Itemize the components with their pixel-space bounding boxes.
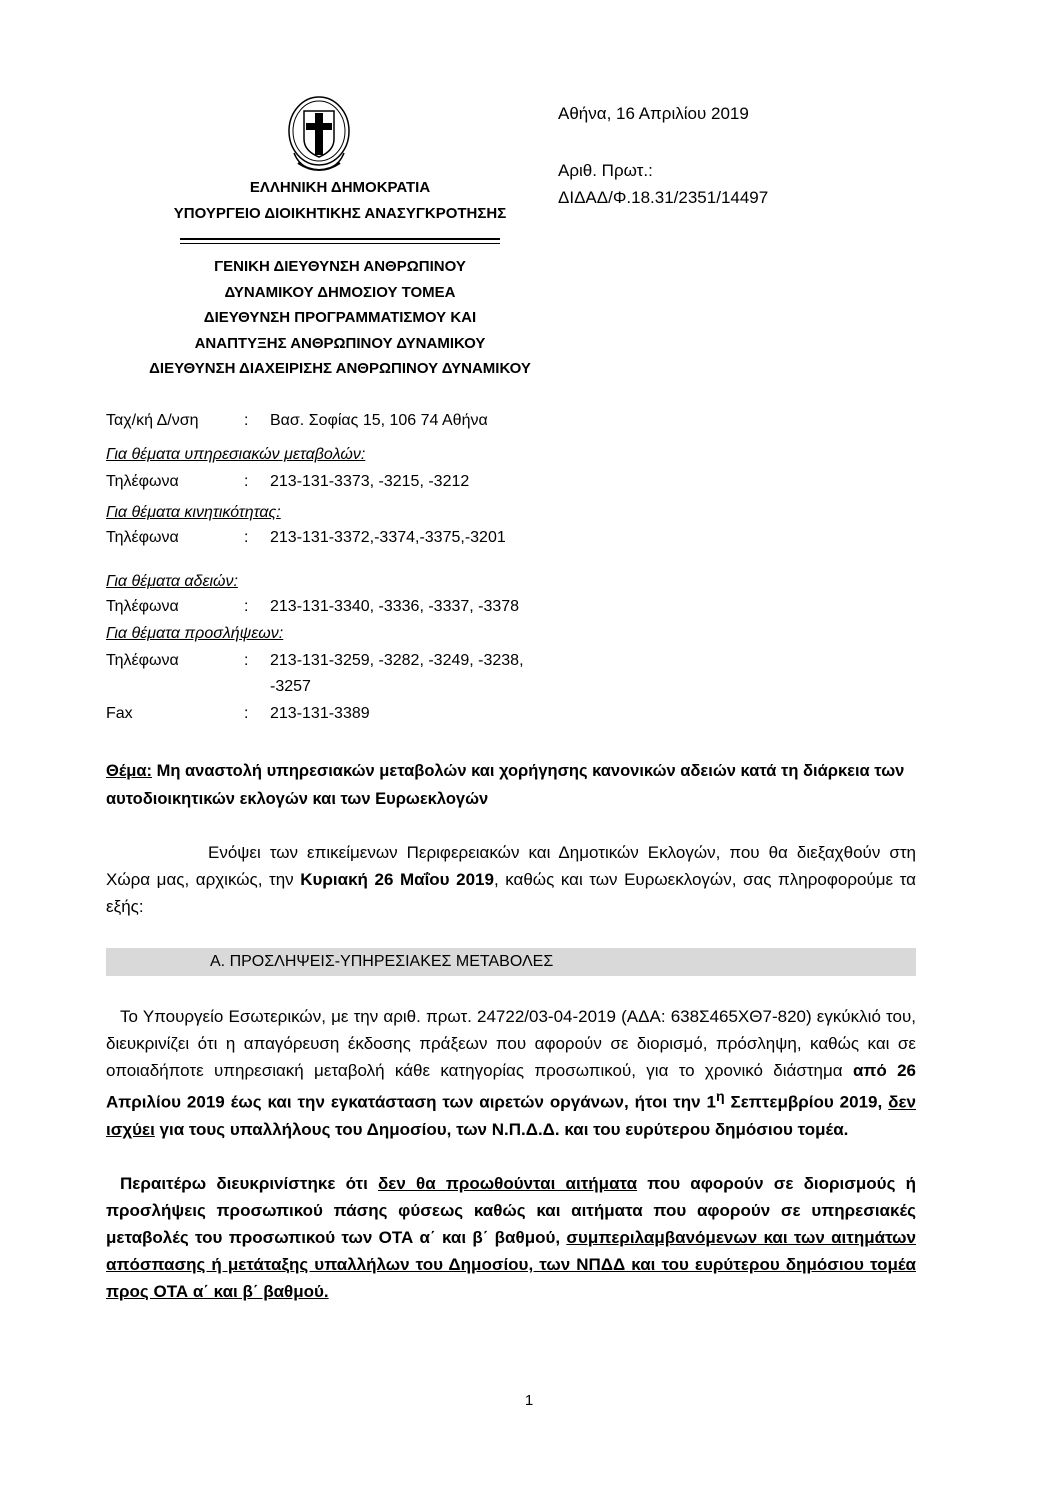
fax-value: 213-131-3389 [270,705,370,722]
p1-bold-date: Σεπτεμβρίου 2019, [724,1092,889,1112]
phone-label: Τηλέφωνα [106,652,179,669]
colon: : [244,652,249,669]
protocol-label: Αριθ. Πρωτ.: [558,161,653,180]
p1-text: Το Υπουργείο Εσωτερικών, με την αριθ. πρωτ. 24722/03-04-2019 (ΑΔΑ: 638Σ465ΧΘ7-820) εγκύκλιό του, διευκρινίζει ότι η απαγόρευση έκδοσης πράξεων που αφορούν σε διορισμό, πρόσληψη, καθώς και σε οποιαδήποτε υπηρεσιακή μεταβολή κάθε κατηγορίας προσωπικού, για το χρονικό διάστημα [106,1007,916,1080]
phone-row-continued [106,675,606,699]
p2-underlined-end: συμπεριλαμβανόμενων και των αιτημάτων απόσπασης ή μετάταξης υπαλλήλων του Δημοσίου, των ΝΠΔΔ και του ευρύτερου δημόσιου τομέα προς ΟΤΑ α΄ και β΄ βαθμού. [106,1228,916,1301]
group-heading-mobility: Για θέματα κινητικότητας: [106,504,281,521]
phone-value: 213-131-3340, -3336, -3337, -3378 [270,598,520,615]
phone-row [106,649,606,673]
intro-text-end: , καθώς και των Ευρωεκλογών, σας πληροφορούμε τα εξής: [106,870,916,916]
p1-bold-period: από 26 Απριλίου 2019 έως και την εγκατάσταση των αιρετών οργάνων, ήτοι την 1 [106,1061,916,1112]
fax-row [106,702,606,726]
greek-coat-of-arms-icon [284,93,354,181]
header-divider-thin [180,243,500,244]
phone-label: Τηλέφωνα [106,473,179,490]
country-name: ΕΛΛΗΝΙΚΗ ΔΗΜΟΚΡΑΤΙΑ [249,179,431,196]
colon: : [244,412,249,429]
phone-row [106,526,606,550]
phone-label: Τηλέφωνα [106,598,179,615]
section-a-title: Α. ΠΡΟΣΛΗΨΕΙΣ-ΥΠΗΡΕΣΙΑΚΕΣ ΜΕΤΑΒΟΛΕΣ [210,953,554,970]
phone-value: 213-131-3373, -3215, -3212 [270,473,470,490]
election-date: Κυριακή 26 Μαΐου 2019 [300,870,494,889]
colon: : [244,529,249,546]
phone-row [106,470,606,494]
page-number: 1 [524,1392,534,1409]
unit-line-1: ΓΕΝΙΚΗ ΔΙΕΥΘΥΝΣΗ ΑΝΘΡΩΠΙΝΟΥ [214,258,466,275]
protocol-number: ΔΙΔΑΔ/Φ.18.31/2351/14497 [558,188,769,207]
p2-text-mid: που αφορούν σε διορισμούς ή προσλήψεις προσωπικού πάσης φύσεως καθώς και αιτήματα που αφορούν σε υπηρεσιακές μεταβολές του προσωπικού των ΟΤΑ α΄ και β΄ βαθμού, [106,1174,916,1247]
subject-label: Θέμα: [106,762,153,780]
phone-value: 213-131-3372,-3374,-3375,-3201 [270,529,506,546]
p1-superscript: η [715,1089,725,1105]
group-heading-leaves: Για θέματα αδειών: [106,573,238,590]
intro-text: Ενόψει των επικείμενων Περιφερειακών και Δημοτικών Εκλογών, που θα διεξαχθούν στη Χώρα μας, αρχικώς, την [106,843,916,889]
fax-label: Fax [106,705,133,722]
colon: : [244,705,249,722]
unit-line-4: ΑΝΑΠΤΥΞΗΣ ΑΝΘΡΩΠΙΝΟΥ ΔΥΝΑΜΙΚΟΥ [194,335,486,352]
phone-value: 213-131-3259, -3282, -3249, -3238, [270,652,524,669]
section-a-heading [106,948,916,976]
phone-row [106,595,606,619]
body-paragraph-2 [106,1170,916,1305]
p1-bold-underlined: δεν ισχύει [106,1092,916,1139]
p1-bold-end: για τους υπαλλήλους του Δημοσίου, των Ν.Π.Δ.Δ. και του ευρύτερου δημόσιου τομέα. [154,1119,849,1139]
group-heading-service-changes: Για θέματα υπηρεσιακών μεταβολών: [106,446,366,463]
address-row [106,409,606,433]
group-heading-hiring: Για θέματα προσλήψεων: [106,625,284,642]
address-value: Βασ. Σοφίας 15, 106 74 Αθήνα [270,412,488,429]
body-paragraph-1 [106,1003,916,1143]
header-divider [180,238,500,240]
subject-text: Μη αναστολή υπηρεσιακών μεταβολών και χορήγησης κανονικών αδειών κατά τη διάρκεια των αυτοδιοικητικών εκλογών και των Ευρωεκλογών [106,762,905,808]
subject [106,757,916,813]
address-label: Ταχ/κή Δ/νση [106,412,199,429]
p2-text: Περαιτέρω διευκρινίστηκε ότι [120,1174,378,1193]
unit-line-2: ΔΥΝΑΜΙΚΟΥ ΔΗΜΟΣΙΟΥ ΤΟΜΕΑ [224,284,456,301]
intro-paragraph [106,839,916,920]
colon: : [244,598,249,615]
unit-line-5: ΔΙΕΥΘΥΝΣΗ ΔΙΑΧΕΙΡΙΣΗΣ ΑΝΘΡΩΠΙΝΟΥ ΔΥΝΑΜΙΚΟΥ [149,360,531,377]
document-date: Αθήνα, 16 Απριλίου 2019 [558,104,749,123]
phone-label: Τηλέφωνα [106,529,179,546]
ministry-name: ΥΠΟΥΡΓΕΙΟ ΔΙΟΙΚΗΤΙΚΗΣ ΑΝΑΣΥΓΚΡΟΤΗΣΗΣ [173,205,507,222]
phone-value-continued: -3257 [270,678,311,695]
unit-line-3: ΔΙΕΥΘΥΝΣΗ ΠΡΟΓΡΑΜΜΑΤΙΣΜΟΥ ΚΑΙ [203,309,477,326]
colon: : [244,473,249,490]
p2-underlined: δεν θα προωθούνται αιτήματα [378,1174,638,1193]
